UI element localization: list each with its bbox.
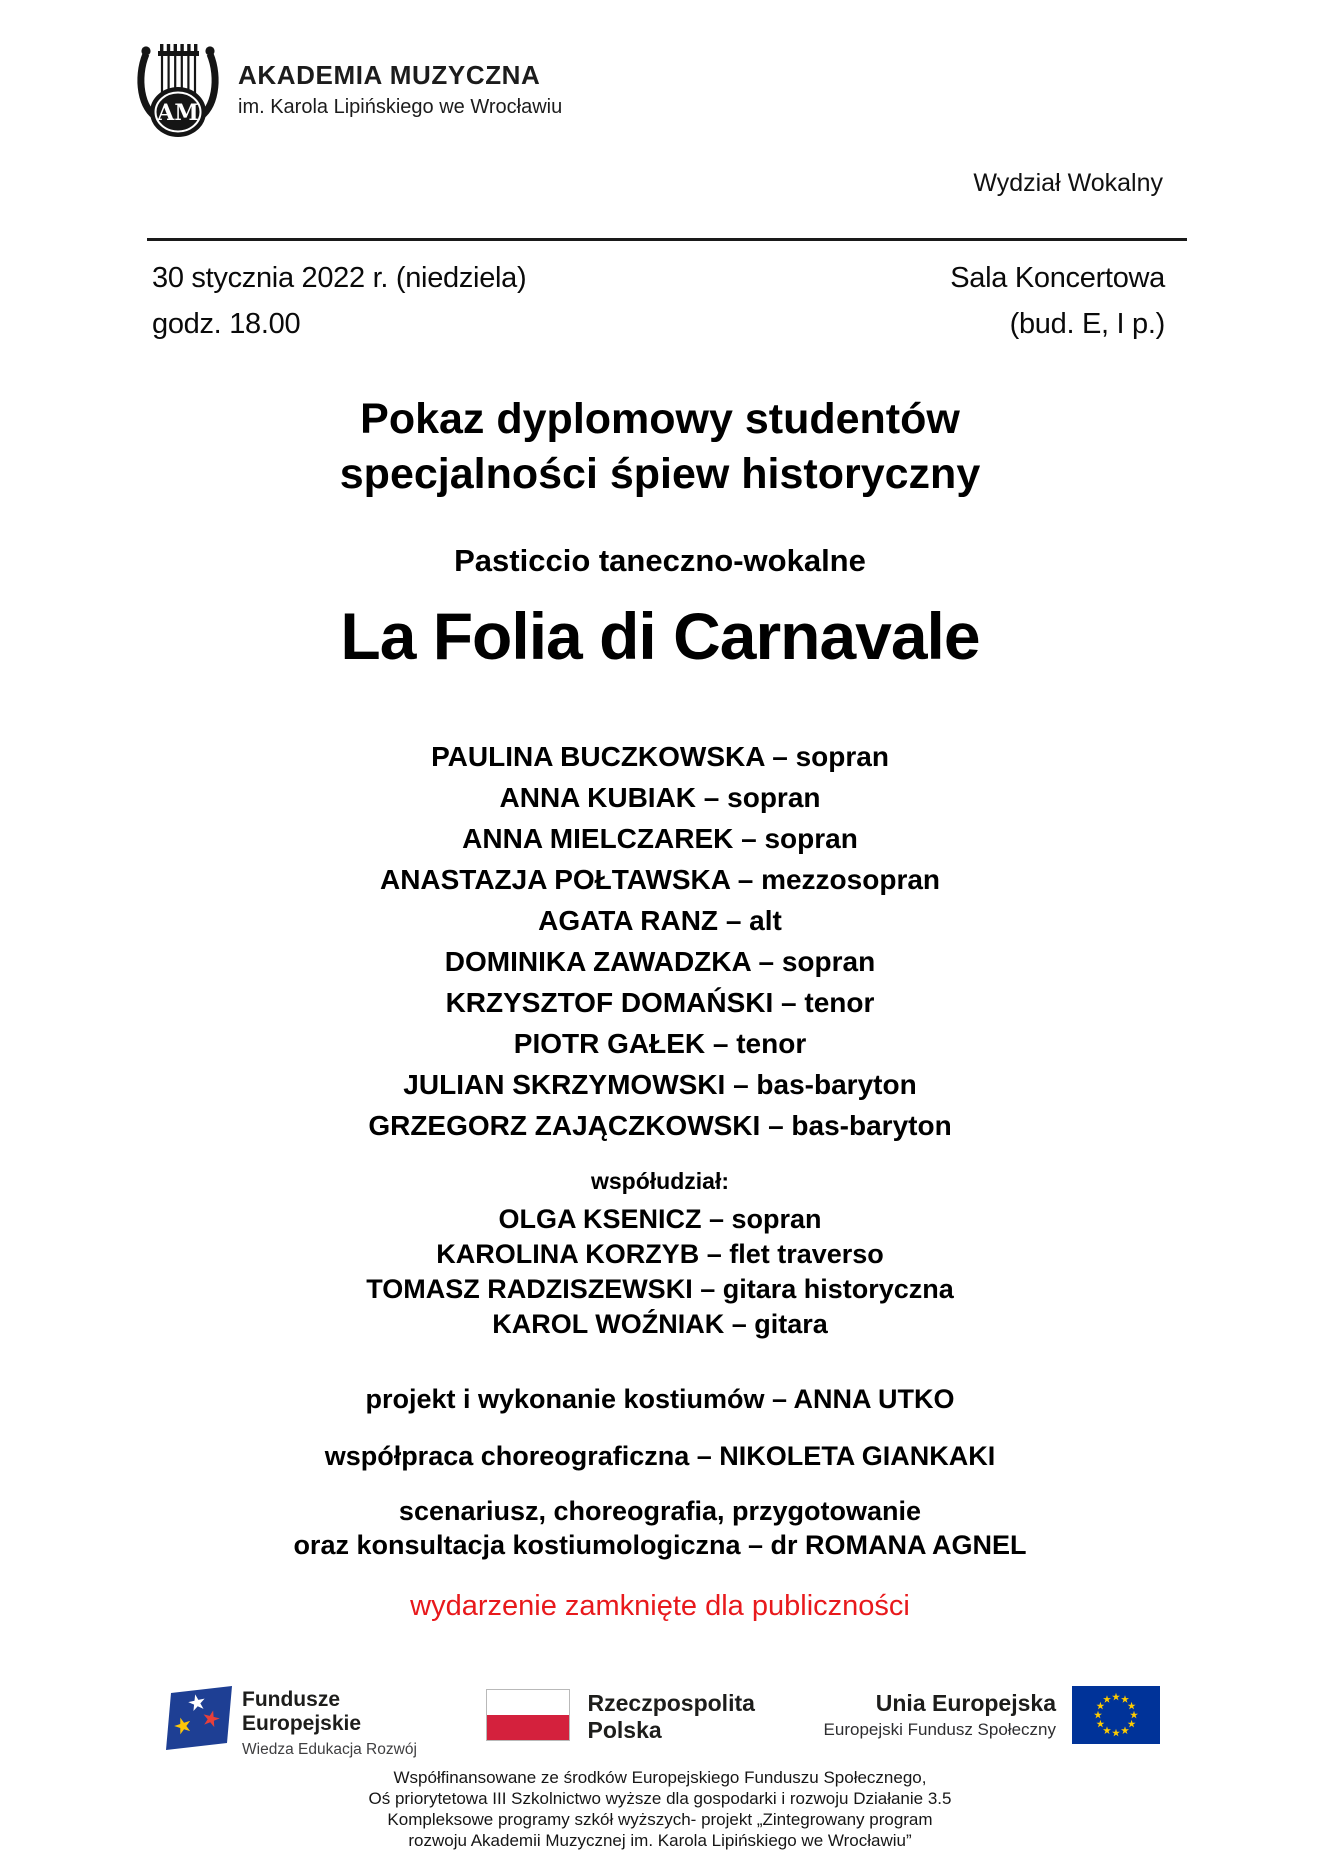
collaborator-item: KAROLINA KORZYB – flet traverso <box>436 1239 884 1269</box>
lyre-logo-icon <box>134 40 222 138</box>
event-heading-line2: specjalności śpiew historyczny <box>339 450 981 498</box>
closed-event-notice: wydarzenie zamknięte dla publiczności <box>410 1590 910 1622</box>
performer-item: KRZYSZTOF DOMAŃSKI – tenor <box>445 987 875 1018</box>
eu-subtitle: Europejski Fundusz Społeczny <box>823 1720 1056 1739</box>
performer-item: AGATA RANZ – alt <box>538 905 782 936</box>
event-heading <box>0 392 1320 502</box>
academy-name: AKADEMIA MUZYCZNA <box>238 60 541 90</box>
collaborator-item: OLGA KSENICZ – sopran <box>498 1204 822 1234</box>
poland-flag-icon <box>486 1689 570 1741</box>
fundusze-europejskie-text <box>242 1686 417 1759</box>
event-info-row-1 <box>152 255 1165 301</box>
academy-subtitle: im. Karola Lipińskiego we Wrocławiu <box>238 96 563 118</box>
fineprint-line: Oś priorytetowa III Szkolnictwo wyższe dla gospodarki i rozwoju Działanie 3.5 <box>368 1789 952 1808</box>
performer-item: PIOTR GAŁEK – tenor <box>513 1028 807 1059</box>
header-divider <box>147 238 1187 241</box>
performer-item: DOMINIKA ZAWADZKA – sopran <box>444 946 876 977</box>
performer-item: GRZEGORZ ZAJĄCZKOWSKI – bas-baryton <box>368 1110 952 1141</box>
masthead <box>0 40 1320 198</box>
fundusze-europejskie-logo <box>166 1686 417 1759</box>
department-name: Wydział Wokalny <box>973 169 1163 197</box>
performer-item: ANASTAZJA POŁTAWSKA – mezzosopran <box>379 864 941 895</box>
performer-item: ANNA KUBIAK – sopran <box>499 782 821 813</box>
unia-europejska-logo <box>824 1686 1160 1744</box>
credit-scenario-line2: oraz konsultacja kostiumologiczna – dr ROMANA AGNEL <box>293 1530 1027 1560</box>
event-venue-detail: (bud. E, I p.) <box>1009 308 1165 340</box>
collaboration-list <box>0 1202 1320 1342</box>
fineprint-line: Kompleksowe programy szkół wyższych- projekt „Zintegrowany program <box>387 1810 933 1829</box>
event-venue: Sala Koncertowa <box>950 262 1165 294</box>
performer-item: ANNA MIELCZAREK – sopran <box>462 823 858 854</box>
collaborator-item: TOMASZ RADZISZEWSKI – gitara historyczna <box>366 1274 954 1304</box>
event-heading-line1: Pokaz dyplomowy studentów <box>360 395 960 443</box>
event-date: 30 stycznia 2022 r. (niedziela) <box>152 262 527 294</box>
fe-name-line2: Europejskie <box>242 1712 362 1735</box>
funding-logos-row <box>166 1686 1160 1759</box>
svg-text:AM: AM <box>157 100 199 126</box>
unia-europejska-text <box>824 1686 1056 1740</box>
performance-title: La Folia di Carnavale <box>340 599 980 673</box>
eu-name: Unia Europejska <box>875 1690 1056 1716</box>
collaboration-label: współudział: <box>591 1168 729 1194</box>
event-info-row-2 <box>152 301 1165 347</box>
collaborator-item: KAROL WOŹNIAK – gitara <box>492 1309 828 1339</box>
academy-brand-text <box>238 40 562 119</box>
credit-scenario-line1: scenariusz, choreografia, przygotowanie <box>398 1496 922 1526</box>
eu-flag-icon <box>1072 1686 1160 1744</box>
fineprint-line: Współfinansowane ze środków Europejskiego Funduszu Społecznego, <box>393 1768 927 1787</box>
credit-costumes: projekt i wykonanie kostiumów – ANNA UTKO <box>365 1384 955 1414</box>
credit-scenario <box>0 1494 1320 1562</box>
credit-choreography: współpraca choreograficzna – NIKOLETA GIANKAKI <box>324 1441 996 1471</box>
academy-brand <box>134 40 1320 138</box>
rzeczpospolita-polska-logo <box>486 1686 755 1744</box>
performers-list <box>0 736 1320 1146</box>
fineprint-line: rozwoju Akademii Muzycznej im. Karola Lipińskiego we Wrocławiu” <box>408 1831 912 1850</box>
fe-tagline: Wiedza Edukacja Rozwój <box>242 1741 417 1758</box>
performer-item: JULIAN SKRZYMOWSKI – bas-baryton <box>403 1069 917 1100</box>
fundusze-europejskie-flag-icon <box>166 1686 232 1750</box>
fe-name-line1: Fundusze <box>242 1688 340 1711</box>
cofinancing-fineprint <box>0 1767 1320 1851</box>
event-time: godz. 18.00 <box>152 308 301 340</box>
performer-item: PAULINA BUCZKOWSKA – sopran <box>431 741 889 772</box>
event-subtitle: Pasticcio taneczno-wokalne <box>454 543 866 578</box>
rzeczpospolita-polska-text <box>588 1686 755 1744</box>
pl-name-line1: Rzeczpospolita <box>587 1690 755 1716</box>
pl-name-line2: Polska <box>587 1717 662 1743</box>
